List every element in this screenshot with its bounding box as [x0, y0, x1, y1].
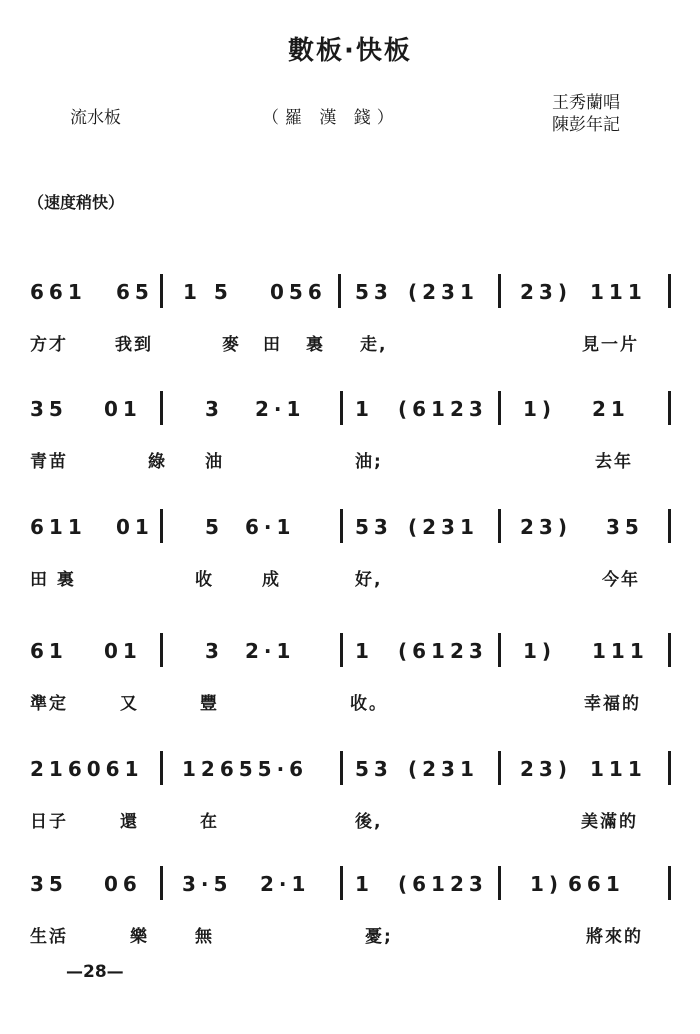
barline	[160, 509, 163, 543]
note-group: (231	[408, 757, 479, 781]
lyric-text: 田	[263, 335, 282, 355]
lyric-text: 油	[205, 452, 224, 472]
note-group: (6123	[398, 397, 488, 421]
score-system	[0, 745, 700, 855]
barline	[340, 866, 343, 900]
barline	[160, 866, 163, 900]
note-group: 2·1	[255, 397, 306, 421]
notation-row	[0, 860, 700, 910]
note-group: (6123	[398, 872, 488, 896]
barline	[340, 391, 343, 425]
lyric-text: 綠	[148, 452, 167, 472]
lyric-text: 收。	[350, 694, 388, 714]
page-number: —28—	[66, 962, 124, 982]
barline	[498, 751, 501, 785]
lyric-text: 將來的	[586, 927, 643, 947]
note-group: 1)	[523, 397, 557, 421]
note-group: 12655·6	[182, 757, 309, 781]
note-group: 1	[355, 639, 374, 663]
lyric-text: 日子	[30, 812, 68, 832]
score-system	[0, 385, 700, 495]
note-group: 3	[205, 639, 224, 663]
credit-transcriber: 陳彭年記	[552, 115, 620, 135]
lyric-text: 美滿的	[581, 812, 638, 832]
score-system	[0, 268, 700, 378]
lyric-text: 田 裏	[30, 570, 76, 590]
barline	[160, 633, 163, 667]
barline	[498, 274, 501, 308]
lyric-text: 生活	[30, 927, 68, 947]
barline	[340, 509, 343, 543]
note-group: (6123	[398, 639, 488, 663]
lyric-text: 在	[200, 812, 219, 832]
note-group: 35	[30, 397, 68, 421]
note-group: 5	[205, 515, 224, 539]
note-group: 111	[590, 280, 647, 304]
note-group: 23)	[520, 515, 572, 539]
song-title: 數板·快板	[288, 36, 412, 66]
barline	[668, 633, 671, 667]
lyric-text: 憂;	[365, 927, 393, 947]
credit-singer: 王秀蘭唱	[552, 93, 620, 113]
note-group: (231	[408, 515, 479, 539]
note-group: 21	[592, 397, 630, 421]
lyric-text: 我到	[115, 335, 153, 355]
note-group: 01	[116, 515, 154, 539]
note-group: 661	[568, 872, 625, 896]
lyric-text: 成	[262, 570, 281, 590]
lyric-text: 豐	[200, 694, 219, 714]
lyric-text: 還	[120, 812, 139, 832]
notation-row	[0, 268, 700, 318]
lyric-text: 收	[195, 570, 214, 590]
barline	[668, 391, 671, 425]
credits	[552, 92, 620, 136]
note-group: 1	[355, 397, 374, 421]
barline	[340, 633, 343, 667]
barline	[338, 274, 341, 308]
barline	[160, 391, 163, 425]
tempo-marking: （速度稍快）	[28, 193, 125, 212]
barline	[160, 274, 163, 308]
note-group: 35	[606, 515, 644, 539]
note-group: 611	[30, 515, 87, 539]
lyric-text: 見一片	[582, 335, 639, 355]
note-group: 1)	[530, 872, 564, 896]
note-group: 53	[355, 280, 393, 304]
lyric-text: 青苗	[30, 452, 68, 472]
note-group: 53	[355, 515, 393, 539]
note-group: 01	[104, 639, 142, 663]
notation-row	[0, 503, 700, 553]
lyric-text: 油;	[355, 452, 383, 472]
note-group: 01	[104, 397, 142, 421]
lyric-text: 無	[195, 927, 214, 947]
note-group: 3·5	[182, 872, 233, 896]
barline	[668, 274, 671, 308]
note-group: 1 5	[183, 280, 233, 304]
lyric-text: 裏	[306, 335, 325, 355]
lyric-text: 又	[120, 694, 139, 714]
lyric-text: 去年	[595, 452, 633, 472]
score-system	[0, 627, 700, 737]
note-group: 61	[30, 639, 68, 663]
lyric-text: 幸福的	[584, 694, 641, 714]
barline	[668, 866, 671, 900]
notation-row	[0, 745, 700, 795]
barline	[668, 751, 671, 785]
note-group: (231	[408, 280, 479, 304]
note-group: 23)	[520, 280, 572, 304]
barline	[498, 391, 501, 425]
note-group: 056	[270, 280, 327, 304]
notation-row	[0, 385, 700, 435]
lyric-text: 方才	[30, 335, 68, 355]
note-group: 1)	[523, 639, 557, 663]
note-group: 1	[355, 872, 374, 896]
note-group: 65	[116, 280, 154, 304]
lyric-text: 麥	[222, 335, 241, 355]
lyric-text: 準定	[30, 694, 68, 714]
barline	[160, 751, 163, 785]
note-group: 2·1	[260, 872, 311, 896]
note-group: 111	[592, 639, 649, 663]
lyric-text: 好,	[355, 570, 383, 590]
note-group: 35	[30, 872, 68, 896]
lyric-text: 樂	[130, 927, 149, 947]
barline	[498, 633, 501, 667]
score-system	[0, 503, 700, 613]
note-group: 3	[205, 397, 224, 421]
note-group: 216061	[30, 757, 144, 781]
score-system	[0, 860, 700, 970]
note-group: 53	[355, 757, 393, 781]
lyric-text: 走,	[360, 335, 388, 355]
barline	[668, 509, 671, 543]
note-group: 6·1	[245, 515, 296, 539]
note-group: 661	[30, 280, 87, 304]
notation-row	[0, 627, 700, 677]
barline	[498, 509, 501, 543]
note-group: 06	[104, 872, 142, 896]
note-group: 111	[590, 757, 647, 781]
barline	[498, 866, 501, 900]
song-subtitle: （羅 漢 錢）	[262, 108, 400, 128]
lyric-text: 後,	[355, 812, 383, 832]
barline	[340, 751, 343, 785]
lyric-text: 今年	[602, 570, 640, 590]
note-group: 2·1	[245, 639, 296, 663]
note-group: 23)	[520, 757, 572, 781]
style-label: 流水板	[70, 108, 121, 128]
